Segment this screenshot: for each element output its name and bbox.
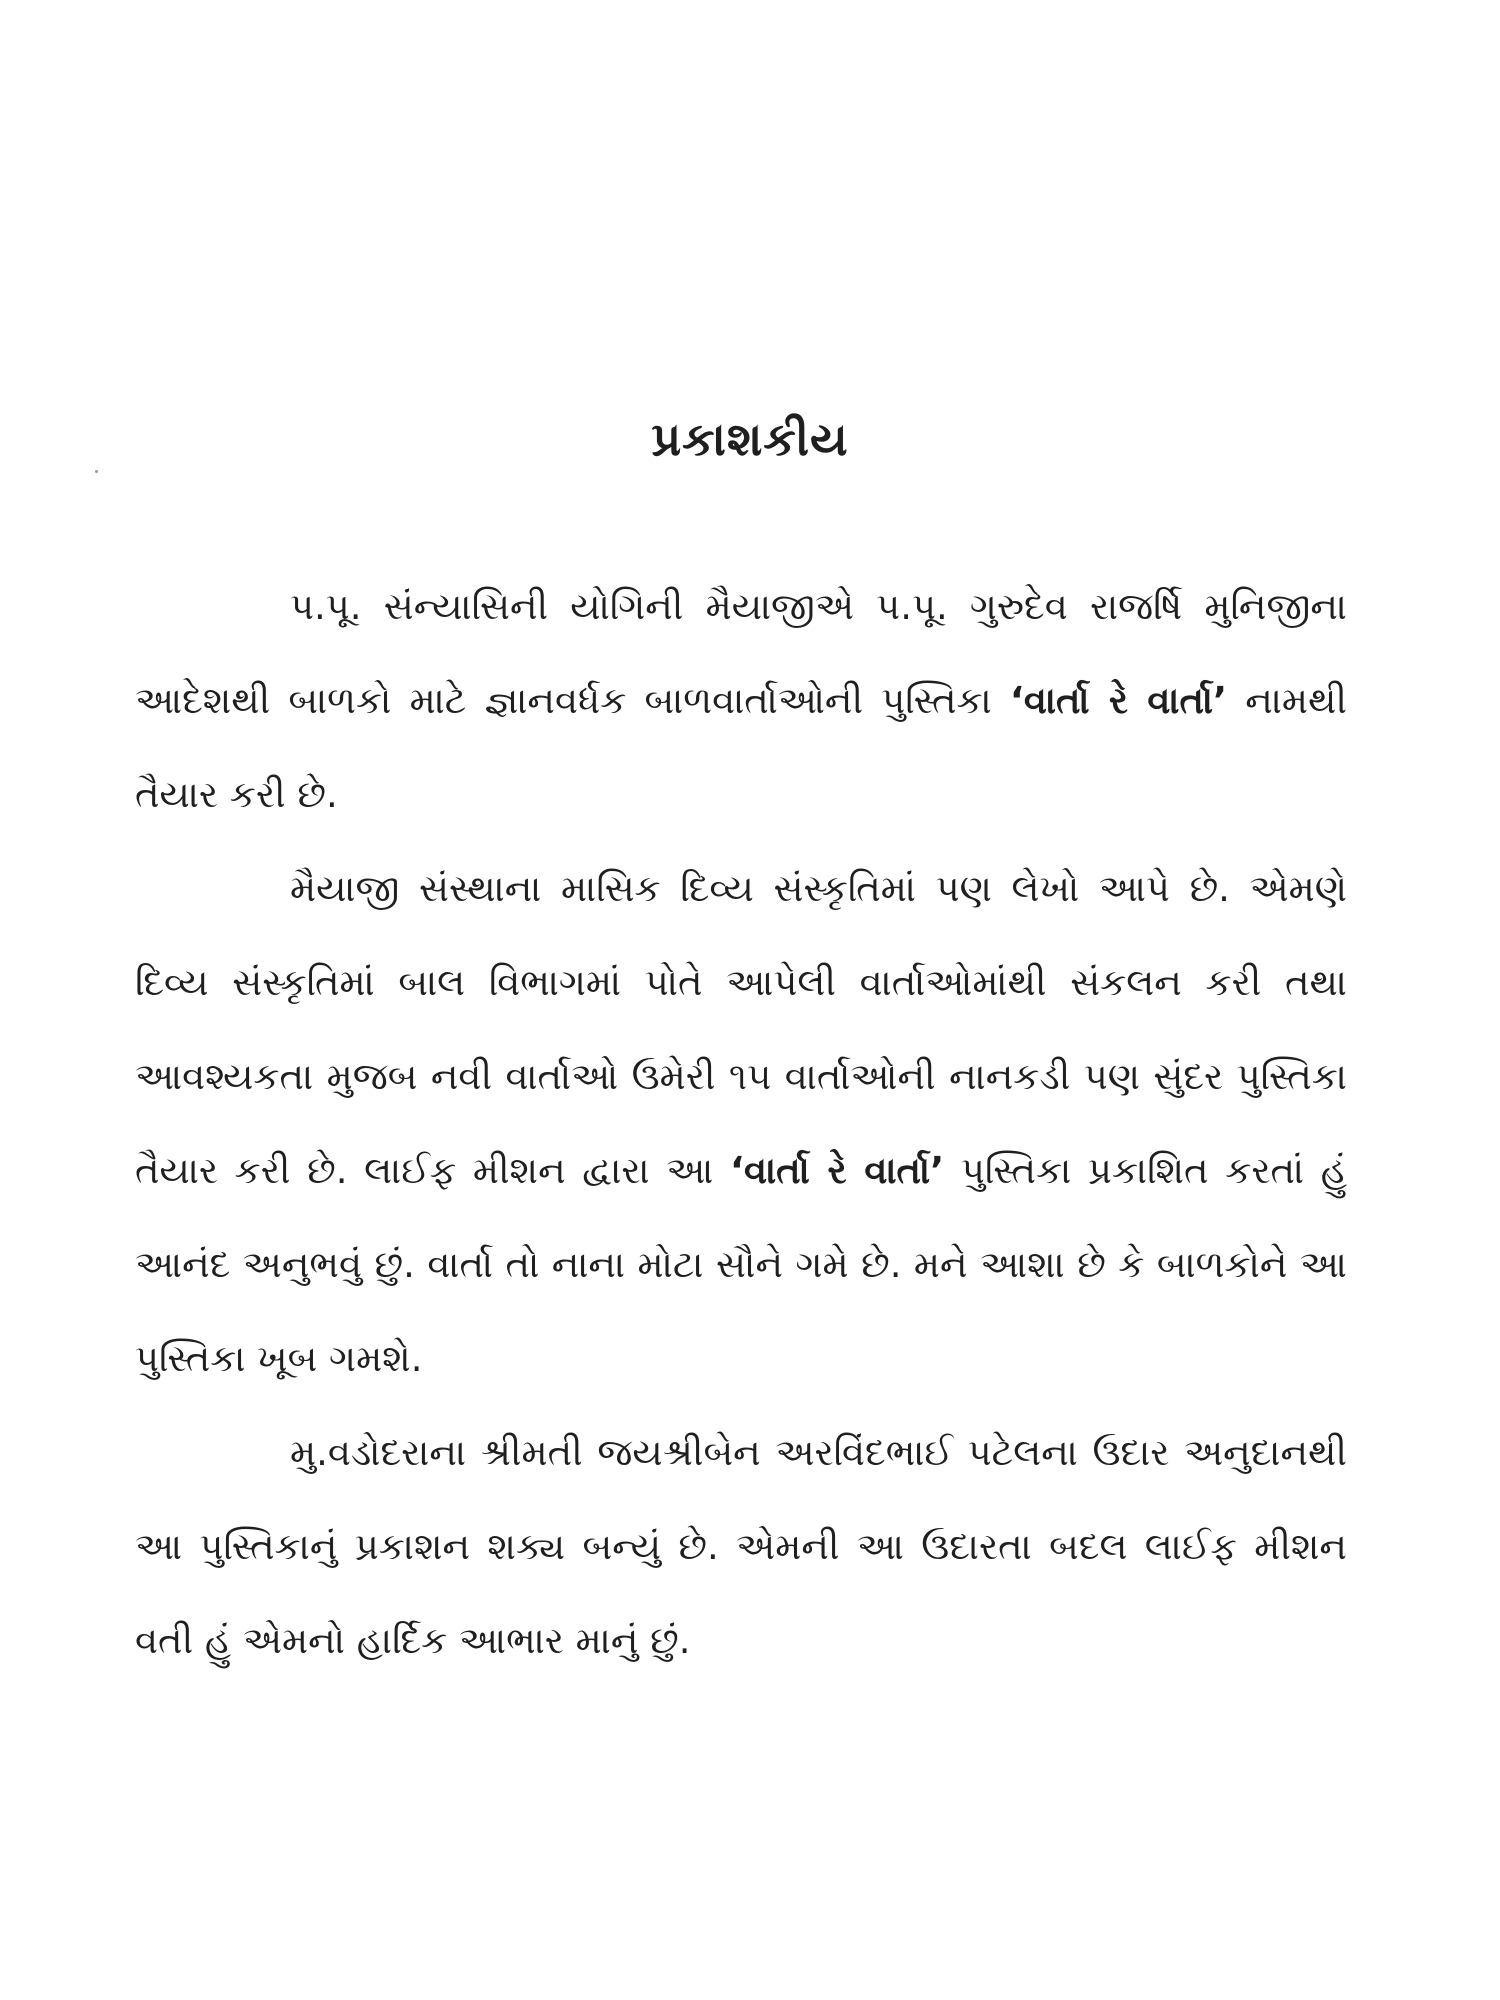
paragraph-2 — [135, 842, 1347, 1406]
page-title: પ્રકાશકીય — [651, 412, 849, 466]
paragraph-3 — [135, 1406, 1347, 1688]
book-title-emphasis: ‘વાર્તા રે વાર્તા’ — [1009, 679, 1228, 722]
paragraph-2-text-b: પુસ્તિકા પ્રકાશિત કરતાં હું આનંદ અનુભવું છું. વાર્તા તો નાના મોટા સૌને ગમે છે. મને આશા છે કે બાળકોને આ પુસ્તિકા ખૂબ ગમશે. — [135, 1149, 1347, 1380]
document-body — [135, 560, 1347, 1688]
book-title-emphasis: ‘વાર્તા રે વાર્તા’ — [730, 1149, 945, 1192]
paragraph-1-text-b: નામથી તૈયાર કરી છે. — [135, 679, 1347, 816]
paper-speck — [95, 470, 98, 473]
paragraph-1 — [135, 560, 1347, 842]
paragraph-2-text-a: મૈયાજી સંસ્થાના માસિક દિવ્ય સંસ્કૃતિમાં પણ લેખો આપે છે. એમણે દિવ્ય સંસ્કૃતિમાં બાલ વિભાગમાં પોતે આપેલી વાર્તાઓમાંથી સંકલન કરી તથા આવશ્યકતા મુજબ નવી વાર્તાઓ ઉમેરી ૧૫ વાર્તાઓની નાનકડી પણ સુંદર પુસ્તિકા તૈયાર કરી છે. લાઈફ મીશન દ્વારા આ — [135, 867, 1347, 1192]
paragraph-3-text: મુ.વડોદરાના શ્રીમતી જયશ્રીબેન અરવિંદભાઈ પટેલના ઉદાર અનુદાનથી આ પુસ્તિકાનું પ્રકાશન શક્ય બન્યું છે. એમની આ ઉદારતા બદલ લાઈફ મીશન વતી હું એમનો હાર્દિક આભાર માનું છું. — [135, 1431, 1347, 1662]
paragraph-1-text-a: પ.પૂ. સંન્યાસિની યોગિની મૈયાજીએ પ.પૂ. ગુરુદેવ રાજર્ષિ મુનિજીના આદેશથી બાળકો માટે જ્ઞાનવર્ધક બાળવાર્તાઓની પુસ્તિકા — [135, 585, 1347, 722]
